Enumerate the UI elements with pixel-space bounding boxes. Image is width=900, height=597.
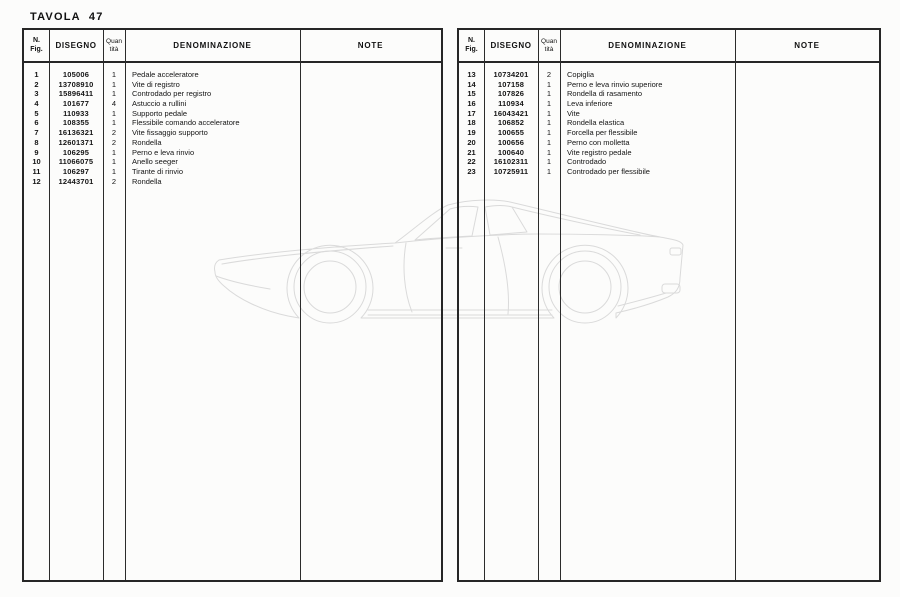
cell-fig: 15	[467, 89, 476, 99]
cell-fig: 22	[467, 157, 476, 167]
cell-qty: 2	[111, 137, 117, 147]
table-row	[459, 109, 879, 119]
cell-dis: 12601371	[58, 137, 94, 147]
cell-qty: 1	[111, 147, 117, 157]
cell-fig: 8	[34, 137, 39, 147]
cell-fig: 7	[34, 128, 39, 138]
cell-dis: 101677	[62, 99, 90, 109]
cell-fig: 21	[467, 147, 476, 157]
table-row	[459, 148, 879, 158]
cell-fig: 13	[467, 70, 476, 79]
cell-fig: 12	[32, 176, 41, 186]
column-divider	[484, 30, 485, 580]
cell-fig: 17	[467, 108, 476, 118]
cell-qty: 1	[546, 99, 552, 109]
cell-qty: 1	[111, 70, 117, 79]
table-row	[24, 167, 441, 177]
cell-fig: 9	[34, 147, 39, 157]
cell-dis: 108355	[62, 118, 90, 128]
cell-dis: 16136321	[58, 128, 94, 138]
table-row	[459, 80, 879, 90]
table-row	[459, 128, 879, 138]
cell-qty: 1	[546, 157, 552, 167]
cell-qty: 1	[546, 79, 552, 89]
cell-fig: 20	[467, 137, 476, 147]
cell-dis: 16043421	[493, 108, 529, 118]
column-divider	[538, 30, 539, 580]
cell-dis: 16102311	[493, 157, 529, 167]
cell-dis: 110934	[498, 99, 524, 109]
cell-den: Perno con molletta	[567, 137, 630, 147]
table-row	[459, 99, 879, 109]
cell-dis: 10734201	[493, 70, 529, 79]
cell-fig: 1	[34, 70, 39, 79]
cell-fig: 3	[34, 89, 39, 99]
cell-fig: 4	[34, 99, 39, 109]
cell-fig: 23	[467, 166, 476, 176]
cell-den: Rondella elastica	[567, 118, 625, 128]
cell-qty: 1	[111, 166, 117, 176]
table-row	[24, 177, 441, 187]
cell-den: Vite fissaggio supporto	[132, 128, 208, 138]
cell-den: Vite	[567, 108, 580, 118]
cell-dis: 11066075	[58, 157, 94, 167]
cell-qty: 1	[546, 137, 552, 147]
table-row	[459, 70, 879, 80]
cell-den: Vite di registro	[132, 79, 180, 89]
cell-dis: 100640	[497, 147, 525, 157]
column-divider	[300, 30, 301, 580]
table-row	[459, 157, 879, 167]
cell-fig: 11	[32, 166, 41, 176]
cell-qty: 2	[111, 128, 117, 138]
cell-qty: 1	[546, 108, 552, 118]
cell-dis: 105006	[62, 70, 90, 79]
cell-fig: 5	[34, 108, 39, 118]
cell-den: Tirante di rinvio	[132, 166, 183, 176]
header-note: NOTE	[357, 40, 384, 50]
cell-qty: 1	[111, 118, 117, 128]
header-denominazione: DENOMINAZIONE	[173, 40, 252, 50]
header-fig: N. Fig.	[30, 37, 43, 53]
cell-den: Flessibile comando acceleratore	[132, 118, 240, 128]
cell-den: Controdado per flessibile	[567, 166, 650, 176]
cell-dis: 106295	[62, 147, 90, 157]
table-body	[459, 63, 879, 177]
cell-den: Rondella di rasamento	[567, 89, 643, 99]
header-quantita: Quan tità	[541, 38, 557, 53]
table-row	[459, 89, 879, 99]
table-row	[24, 89, 441, 99]
cell-qty: 4	[111, 99, 117, 109]
table-row	[459, 167, 879, 177]
table-row	[24, 99, 441, 109]
table-row	[24, 148, 441, 158]
cell-qty: 2	[111, 176, 117, 186]
cell-fig: 19	[467, 128, 476, 138]
header-denominazione: DENOMINAZIONE	[608, 40, 687, 50]
column-divider	[125, 30, 126, 580]
cell-den: Perno e leva rinvio	[132, 147, 195, 157]
table-header-row	[459, 30, 879, 63]
cell-fig: 14	[467, 79, 476, 89]
cell-den: Rondella	[132, 137, 162, 147]
cell-den: Forcella per flessibile	[567, 128, 638, 138]
header-disegno: DISEGNO	[490, 40, 532, 50]
column-divider	[560, 30, 561, 580]
cell-dis: 10725911	[493, 166, 529, 176]
cell-dis: 100656	[497, 137, 525, 147]
header-disegno: DISEGNO	[55, 40, 97, 50]
table-row	[24, 80, 441, 90]
table-row	[24, 138, 441, 148]
cell-den: Perno e leva rinvio superiore	[567, 79, 663, 89]
header-quantita: Quan tità	[106, 38, 122, 53]
column-divider	[735, 30, 736, 580]
table-row	[24, 157, 441, 167]
cell-fig: 10	[32, 157, 41, 167]
table-header-row	[24, 30, 441, 63]
cell-qty: 1	[546, 166, 552, 176]
cell-den: Supporto pedale	[132, 108, 188, 118]
table-row	[24, 118, 441, 128]
table-row	[24, 128, 441, 138]
cell-dis: 12443701	[58, 176, 94, 186]
cell-den: Controdado per registro	[132, 89, 212, 99]
cell-fig: 6	[34, 118, 39, 128]
cell-qty: 1	[111, 108, 117, 118]
cell-dis: 107158	[497, 79, 525, 89]
cell-dis: 107826	[497, 89, 525, 99]
table-row	[24, 109, 441, 119]
parts-table-right	[457, 28, 881, 582]
cell-dis: 110933	[63, 108, 89, 118]
header-fig: N. Fig.	[465, 37, 478, 53]
cell-den: Leva inferiore	[567, 99, 613, 109]
cell-qty: 1	[111, 89, 117, 99]
cell-dis: 15896411	[58, 89, 94, 99]
cell-qty: 1	[546, 147, 552, 157]
page-title: TAVOLA 47	[30, 11, 104, 23]
parts-table-left	[22, 28, 443, 582]
cell-qty: 1	[546, 118, 552, 128]
cell-fig: 2	[34, 79, 39, 89]
cell-den: Vite registro pedale	[567, 147, 632, 157]
cell-qty: 1	[546, 89, 552, 99]
cell-dis: 100655	[497, 128, 525, 138]
cell-qty: 1	[111, 157, 117, 167]
cell-den: Pedale acceleratore	[132, 70, 199, 79]
cell-den: Astuccio a rullini	[132, 99, 187, 109]
cell-den: Anello seeger	[132, 157, 178, 167]
column-divider	[103, 30, 104, 580]
cell-fig: 18	[467, 118, 476, 128]
table-row	[459, 138, 879, 148]
table-row	[459, 118, 879, 128]
cell-dis: 13708910	[58, 79, 94, 89]
cell-qty: 1	[111, 79, 117, 89]
cell-fig: 16	[467, 99, 476, 109]
table-body	[24, 63, 441, 186]
cell-qty: 1	[546, 128, 552, 138]
header-note: NOTE	[794, 40, 820, 50]
cell-den: Controdado	[567, 157, 607, 167]
cell-dis: 106852	[497, 118, 525, 128]
cell-den: Rondella	[132, 176, 162, 186]
cell-den: Copiglia	[567, 70, 595, 79]
table-row	[24, 70, 441, 80]
cell-qty: 2	[546, 70, 552, 79]
cell-dis: 106297	[62, 166, 90, 176]
column-divider	[49, 30, 50, 580]
